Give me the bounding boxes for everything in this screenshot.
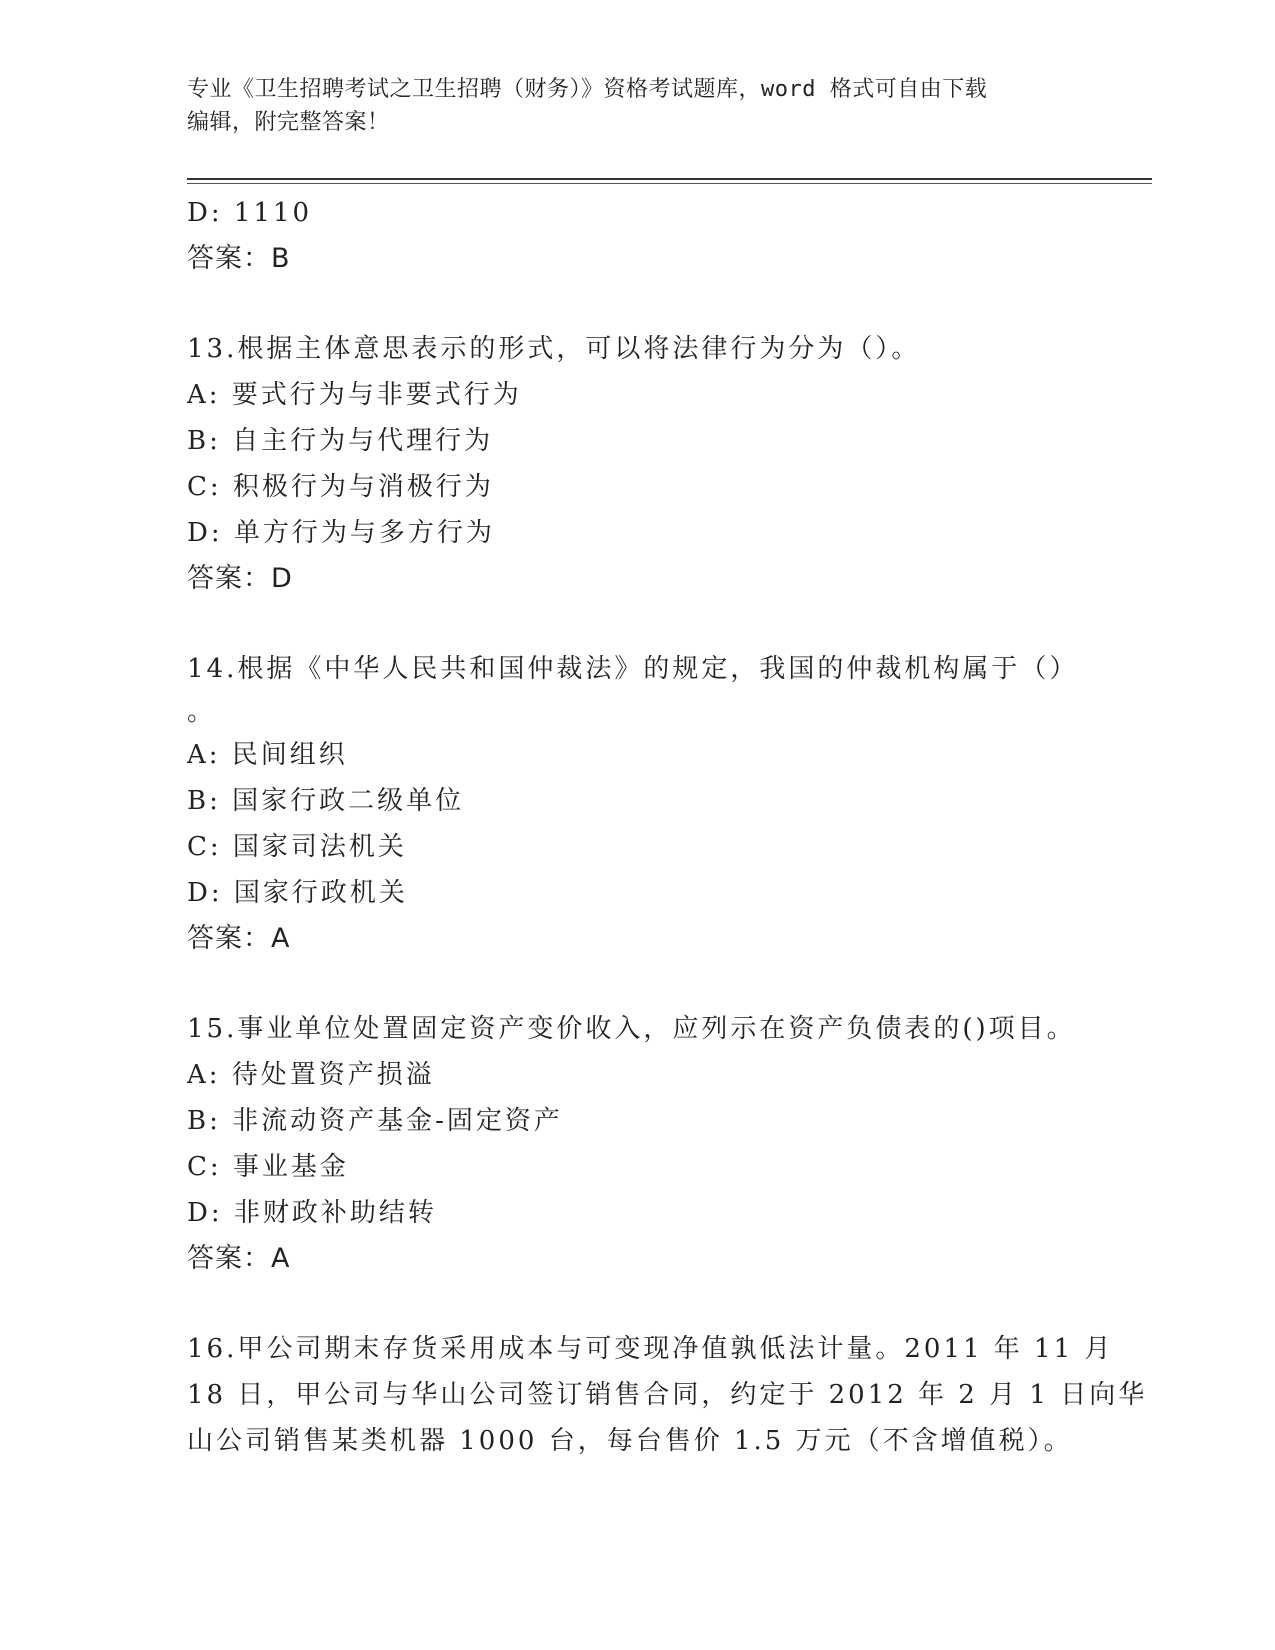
question-block-15	[187, 1006, 1087, 1282]
header-line-2: 编辑，附完整答案！	[187, 110, 390, 135]
header-divider-thin	[187, 183, 1152, 184]
question-text-line-3: 山公司销售某类机器 1000 台，每台售价 1.5 万元（不含增值税）。	[187, 1426, 1073, 1456]
option-c: C: 积极行为与消极行为	[187, 472, 494, 502]
option-a: A: 民间组织	[187, 740, 348, 770]
option-d: D: 1110	[187, 198, 313, 228]
question-text-line-2: 18 日，甲公司与华山公司签订销售合同，约定于 2012 年 2 月 1 日向华	[187, 1380, 1148, 1410]
answer-line: 答案：A	[187, 923, 291, 954]
option-b: B: 国家行政二级单位	[187, 786, 465, 816]
question-text: 14.根据《中华人民共和国仲裁法》的规定，我国的仲裁机构属于（）	[187, 654, 1079, 684]
answer-line: 答案：A	[187, 1243, 291, 1274]
header-divider-thick	[187, 178, 1152, 180]
header-line-1: 专业《卫生招聘考试之卫生招聘（财务）》资格考试题库，word 格式可自由下载	[187, 77, 988, 102]
option-a: A: 待处置资产损溢	[187, 1060, 435, 1090]
option-b: B: 自主行为与代理行为	[187, 426, 494, 456]
option-c: C: 国家司法机关	[187, 832, 407, 862]
question-block-16	[187, 1326, 1148, 1464]
answer-line: 答案：B	[187, 243, 291, 274]
question-text: 13.根据主体意思表示的形式，可以将法律行为分为（）。	[187, 334, 921, 364]
question-block-12	[187, 190, 1087, 282]
question-text-continuation: 。	[187, 697, 217, 727]
option-b: B: 非流动资产基金-固定资产	[187, 1106, 563, 1136]
option-a: A: 要式行为与非要式行为	[187, 380, 522, 410]
question-list	[187, 190, 1148, 1464]
question-block-14	[187, 646, 1087, 962]
question-text: 15.事业单位处置固定资产变价收入，应列示在资产负债表的()项目。	[187, 1014, 1076, 1044]
answer-line: 答案：D	[187, 563, 293, 594]
question-text: 16.甲公司期末存货采用成本与可变现净值孰低法计量。2011 年 11 月	[187, 1334, 1114, 1364]
question-block-13	[187, 326, 1087, 602]
option-d: D: 国家行政机关	[187, 878, 408, 908]
option-d: D: 非财政补助结转	[187, 1198, 437, 1228]
option-d: D: 单方行为与多方行为	[187, 518, 495, 548]
document-header	[187, 73, 1087, 139]
option-c: C: 事业基金	[187, 1152, 349, 1182]
